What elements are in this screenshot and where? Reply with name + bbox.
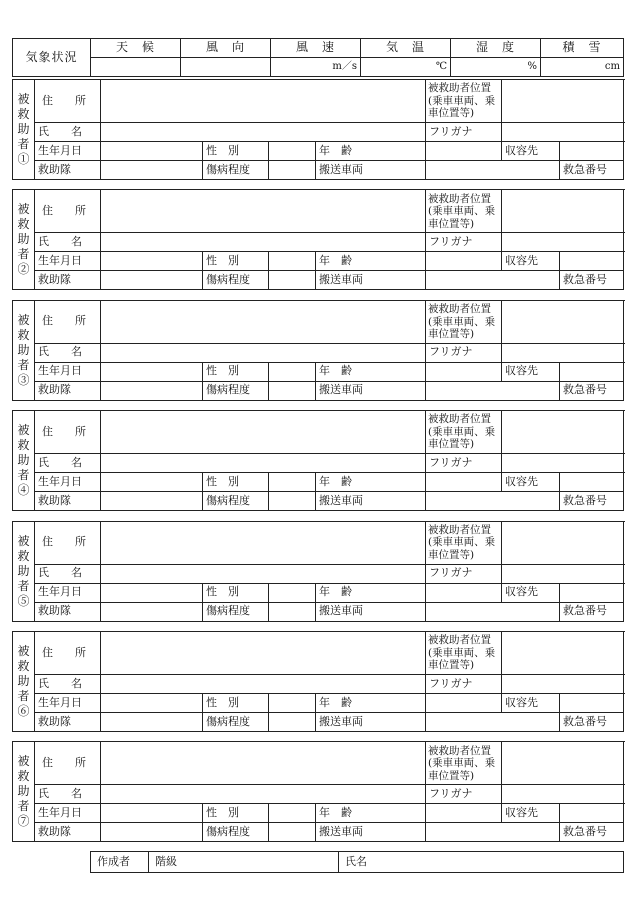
name-label: 氏 名 — [35, 343, 101, 362]
name-field[interactable] — [101, 564, 426, 583]
sex-field[interactable] — [269, 252, 316, 271]
rescue-team-label: 救助隊 — [35, 271, 101, 290]
name-label: 氏 名 — [35, 233, 101, 252]
destination-field[interactable] — [560, 252, 624, 271]
address-field[interactable] — [101, 521, 426, 564]
age-field[interactable] — [426, 694, 502, 713]
position-label: 被救助者位置(乗車車両、乗車位置等) — [426, 521, 502, 564]
destination-label: 収容先 — [502, 583, 560, 602]
name-label: 氏 名 — [35, 123, 101, 142]
sex-field[interactable] — [269, 583, 316, 602]
position-field[interactable] — [502, 300, 624, 343]
rank-label: 階級 — [155, 854, 177, 868]
dob-label: 生年月日 — [35, 583, 101, 602]
position-label: 被救助者位置(乗車車両、乗車位置等) — [426, 632, 502, 675]
victim-block-7 — [12, 741, 624, 842]
destination-label: 収容先 — [502, 804, 560, 823]
footer-name-label: 氏名 — [345, 854, 367, 868]
injury-field[interactable] — [269, 492, 316, 511]
transport-field[interactable] — [426, 271, 560, 290]
dob-label: 生年月日 — [35, 473, 101, 492]
transport-label: 搬送車両 — [316, 271, 426, 290]
furigana-label: フリガナ — [426, 785, 502, 804]
address-field[interactable] — [101, 80, 426, 123]
sex-field[interactable] — [269, 473, 316, 492]
destination-label: 収容先 — [502, 252, 560, 271]
rescue-team-label: 救助隊 — [35, 823, 101, 842]
victim-block-1 — [12, 79, 624, 180]
transport-label: 搬送車両 — [316, 492, 426, 511]
rescue-team-label: 救助隊 — [35, 492, 101, 511]
weather-wind-speed-field[interactable]: m／s — [271, 58, 361, 77]
transport-field[interactable] — [426, 161, 560, 180]
furigana-label: フリガナ — [426, 454, 502, 473]
dob-field[interactable] — [101, 694, 203, 713]
ems-number-label: 救急番号 — [560, 161, 624, 180]
transport-field[interactable] — [426, 713, 560, 732]
age-label: 年 齢 — [316, 694, 426, 713]
weather-snow-field[interactable]: cm — [541, 58, 624, 77]
transport-label: 搬送車両 — [316, 161, 426, 180]
dob-field[interactable] — [101, 252, 203, 271]
ems-number-label: 救急番号 — [560, 271, 624, 290]
dob-label: 生年月日 — [35, 252, 101, 271]
furigana-label: フリガナ — [426, 675, 502, 694]
weather-header-humidity: 湿 度 — [451, 39, 541, 58]
furigana-field[interactable] — [502, 233, 624, 252]
injury-label: 傷病程度 — [203, 602, 269, 621]
sex-label: 性 別 — [203, 583, 269, 602]
injury-label: 傷病程度 — [203, 381, 269, 400]
furigana-field[interactable] — [502, 343, 624, 362]
transport-field[interactable] — [426, 381, 560, 400]
rescue-team-label: 救助隊 — [35, 381, 101, 400]
sex-label: 性 別 — [203, 804, 269, 823]
name-field[interactable] — [101, 123, 426, 142]
transport-field[interactable] — [426, 492, 560, 511]
rescue-team-label: 救助隊 — [35, 602, 101, 621]
victim-title: 被救助者④ — [13, 411, 35, 511]
transport-field[interactable] — [426, 602, 560, 621]
furigana-label: フリガナ — [426, 343, 502, 362]
age-label: 年 齢 — [316, 142, 426, 161]
dob-label: 生年月日 — [35, 694, 101, 713]
dob-field[interactable] — [101, 142, 203, 161]
victim-title: 被救助者⑥ — [13, 632, 35, 732]
weather-wind-direction-field[interactable] — [181, 58, 271, 77]
name-field[interactable] — [101, 343, 426, 362]
ems-number-label: 救急番号 — [560, 713, 624, 732]
sex-field[interactable] — [269, 804, 316, 823]
position-label: 被救助者位置(乗車車両、乗車位置等) — [426, 300, 502, 343]
dob-field[interactable] — [101, 583, 203, 602]
name-label: 氏 名 — [35, 675, 101, 694]
age-field[interactable] — [426, 252, 502, 271]
destination-label: 収容先 — [502, 362, 560, 381]
dob-field[interactable] — [101, 804, 203, 823]
weather-row-label: 気象状況 — [13, 39, 91, 77]
address-field[interactable] — [101, 300, 426, 343]
address-label: 住 所 — [35, 742, 101, 785]
sex-field[interactable] — [269, 362, 316, 381]
transport-field[interactable] — [426, 823, 560, 842]
rescue-team-field[interactable] — [101, 713, 203, 732]
furigana-label: フリガナ — [426, 123, 502, 142]
rescue-team-field[interactable] — [101, 823, 203, 842]
injury-field[interactable] — [269, 823, 316, 842]
address-label: 住 所 — [35, 411, 101, 454]
victim-block-2 — [12, 189, 624, 290]
age-label: 年 齢 — [316, 583, 426, 602]
ems-number-label: 救急番号 — [560, 381, 624, 400]
victim-block-5 — [12, 521, 624, 622]
position-field[interactable] — [502, 521, 624, 564]
position-field[interactable] — [502, 411, 624, 454]
injury-field[interactable] — [269, 713, 316, 732]
victim-title: 被救助者⑤ — [13, 521, 35, 621]
rank-field[interactable] — [149, 852, 339, 873]
name-field[interactable] — [101, 454, 426, 473]
destination-label: 収容先 — [502, 142, 560, 161]
address-label: 住 所 — [35, 80, 101, 123]
weather-humidity-field[interactable]: % — [451, 58, 541, 77]
sex-label: 性 別 — [203, 142, 269, 161]
destination-label: 収容先 — [502, 473, 560, 492]
destination-field[interactable] — [560, 473, 624, 492]
weather-header-temperature: 気 温 — [361, 39, 451, 58]
position-field[interactable] — [502, 742, 624, 785]
furigana-label: フリガナ — [426, 564, 502, 583]
sex-label: 性 別 — [203, 252, 269, 271]
rescue-team-field[interactable] — [101, 381, 203, 400]
transport-label: 搬送車両 — [316, 823, 426, 842]
transport-label: 搬送車両 — [316, 381, 426, 400]
footer-table — [90, 851, 624, 873]
sex-label: 性 別 — [203, 473, 269, 492]
weather-table — [12, 38, 624, 77]
address-field[interactable] — [101, 411, 426, 454]
rescue-team-label: 救助隊 — [35, 161, 101, 180]
position-field[interactable] — [502, 190, 624, 233]
ems-number-label: 救急番号 — [560, 602, 624, 621]
rescue-team-field[interactable] — [101, 602, 203, 621]
injury-field[interactable] — [269, 161, 316, 180]
sex-field[interactable] — [269, 694, 316, 713]
injury-field[interactable] — [269, 271, 316, 290]
age-field[interactable] — [426, 583, 502, 602]
furigana-field[interactable] — [502, 785, 624, 804]
name-field[interactable] — [339, 852, 624, 873]
injury-label: 傷病程度 — [203, 161, 269, 180]
transport-label: 搬送車両 — [316, 602, 426, 621]
injury-label: 傷病程度 — [203, 713, 269, 732]
age-label: 年 齢 — [316, 804, 426, 823]
destination-field[interactable] — [560, 362, 624, 381]
destination-field[interactable] — [560, 694, 624, 713]
furigana-field[interactable] — [502, 675, 624, 694]
ems-number-label: 救急番号 — [560, 823, 624, 842]
author-label: 作成者 — [91, 852, 149, 873]
transport-label: 搬送車両 — [316, 713, 426, 732]
weather-condition-field[interactable] — [91, 58, 181, 77]
victim-block-6 — [12, 631, 624, 732]
sex-label: 性 別 — [203, 362, 269, 381]
name-field[interactable] — [101, 785, 426, 804]
injury-label: 傷病程度 — [203, 823, 269, 842]
injury-field[interactable] — [269, 381, 316, 400]
victim-block-3 — [12, 300, 624, 401]
ems-number-label: 救急番号 — [560, 492, 624, 511]
dob-label: 生年月日 — [35, 804, 101, 823]
age-label: 年 齢 — [316, 252, 426, 271]
victim-title: 被救助者② — [13, 190, 35, 290]
address-field[interactable] — [101, 190, 426, 233]
sex-field[interactable] — [269, 142, 316, 161]
destination-field[interactable] — [560, 142, 624, 161]
rescue-team-field[interactable] — [101, 271, 203, 290]
dob-field[interactable] — [101, 473, 203, 492]
weather-header-wind-speed: 風 速 — [271, 39, 361, 58]
furigana-field[interactable] — [502, 123, 624, 142]
address-field[interactable] — [101, 742, 426, 785]
dob-label: 生年月日 — [35, 362, 101, 381]
name-field[interactable] — [101, 675, 426, 694]
destination-field[interactable] — [560, 583, 624, 602]
address-label: 住 所 — [35, 190, 101, 233]
rescue-team-field[interactable] — [101, 492, 203, 511]
injury-field[interactable] — [269, 602, 316, 621]
age-label: 年 齢 — [316, 362, 426, 381]
name-label: 氏 名 — [35, 564, 101, 583]
age-label: 年 齢 — [316, 473, 426, 492]
name-label: 氏 名 — [35, 454, 101, 473]
address-label: 住 所 — [35, 300, 101, 343]
victim-title: 被救助者③ — [13, 300, 35, 400]
dob-field[interactable] — [101, 362, 203, 381]
destination-label: 収容先 — [502, 694, 560, 713]
furigana-label: フリガナ — [426, 233, 502, 252]
weather-header-snow: 積 雪 — [541, 39, 624, 58]
destination-field[interactable] — [560, 804, 624, 823]
furigana-field[interactable] — [502, 564, 624, 583]
name-label: 氏 名 — [35, 785, 101, 804]
weather-temperature-field[interactable]: ℃ — [361, 58, 451, 77]
age-field[interactable] — [426, 362, 502, 381]
weather-header-condition: 天 候 — [91, 39, 181, 58]
victim-title: 被救助者⑦ — [13, 742, 35, 842]
position-label: 被救助者位置(乗車車両、乗車位置等) — [426, 411, 502, 454]
position-field[interactable] — [502, 632, 624, 675]
rescue-team-label: 救助隊 — [35, 713, 101, 732]
injury-label: 傷病程度 — [203, 492, 269, 511]
dob-label: 生年月日 — [35, 142, 101, 161]
position-label: 被救助者位置(乗車車両、乗車位置等) — [426, 80, 502, 123]
furigana-field[interactable] — [502, 454, 624, 473]
victim-block-4 — [12, 410, 624, 511]
address-field[interactable] — [101, 632, 426, 675]
weather-header-wind-direction: 風 向 — [181, 39, 271, 58]
age-field[interactable] — [426, 473, 502, 492]
sex-label: 性 別 — [203, 694, 269, 713]
position-label: 被救助者位置(乗車車両、乗車位置等) — [426, 742, 502, 785]
name-field[interactable] — [101, 233, 426, 252]
address-label: 住 所 — [35, 632, 101, 675]
injury-label: 傷病程度 — [203, 271, 269, 290]
rescue-team-field[interactable] — [101, 161, 203, 180]
position-label: 被救助者位置(乗車車両、乗車位置等) — [426, 190, 502, 233]
position-field[interactable] — [502, 80, 624, 123]
age-field[interactable] — [426, 804, 502, 823]
victim-title: 被救助者① — [13, 80, 35, 180]
age-field[interactable] — [426, 142, 502, 161]
address-label: 住 所 — [35, 521, 101, 564]
